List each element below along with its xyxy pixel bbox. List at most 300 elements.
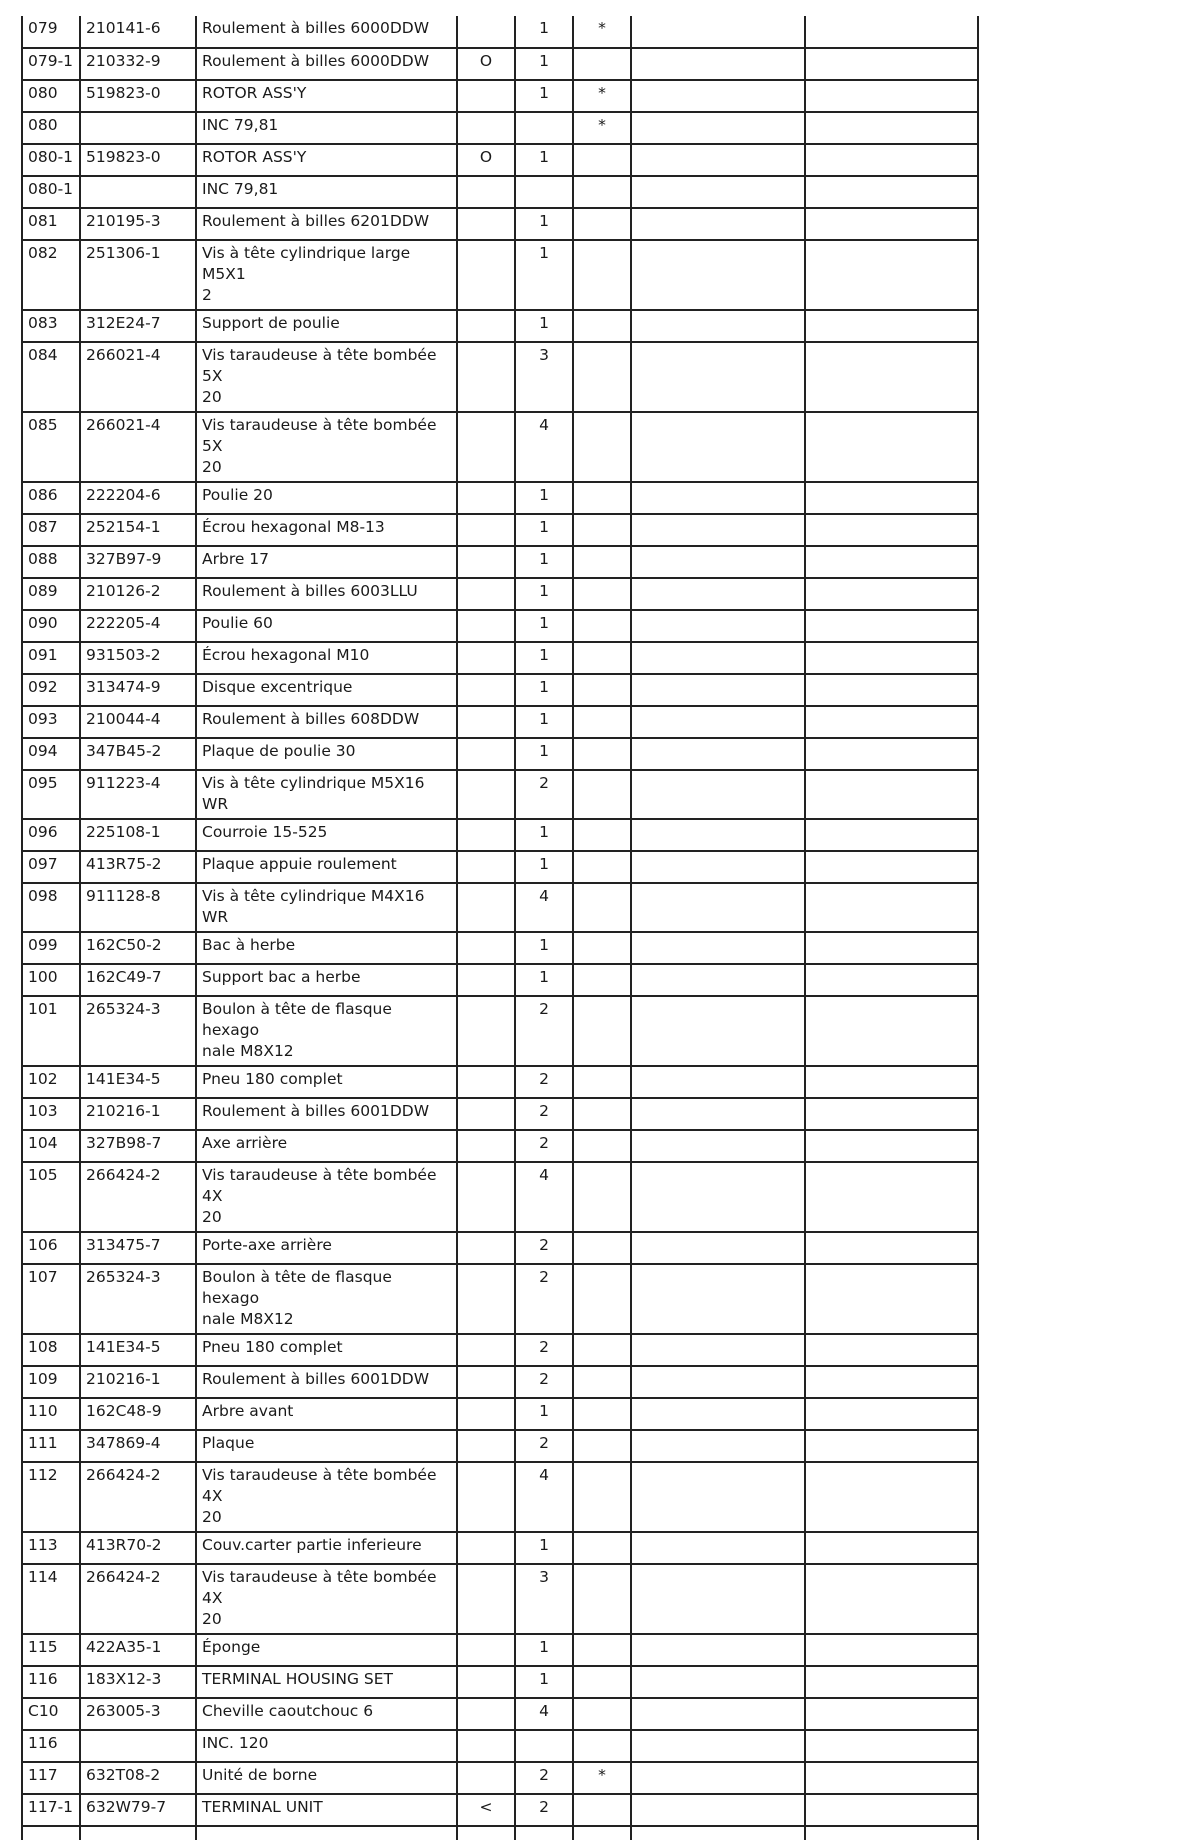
description-cell: ROTOR ASS'Y xyxy=(196,144,457,176)
change-mark-cell xyxy=(457,1098,515,1130)
quantity-cell: 4 xyxy=(515,412,573,482)
blank-cell xyxy=(805,996,978,1066)
part-number-cell: 225108-1 xyxy=(80,819,196,851)
description-cell: Vis à tête cylindrique large M5X1 2 xyxy=(196,240,457,310)
description-cell: Unité de borne xyxy=(196,1762,457,1794)
part-number-cell: 162C49-7 xyxy=(80,964,196,996)
quantity-cell: 1 xyxy=(515,738,573,770)
change-mark-cell xyxy=(457,208,515,240)
blank-cell xyxy=(631,16,805,48)
blank-cell xyxy=(805,310,978,342)
description-cell: Arbre avant xyxy=(196,1398,457,1430)
part-number-cell: 519823-0 xyxy=(80,80,196,112)
part-number-cell: 210195-3 xyxy=(80,208,196,240)
description-cell: Écrou hexagonal M8-13 xyxy=(196,514,457,546)
description-cell: Arbre 17 xyxy=(196,546,457,578)
table-row xyxy=(22,851,978,883)
change-mark-cell xyxy=(457,112,515,144)
blank-cell xyxy=(805,144,978,176)
quantity-cell: 2 xyxy=(515,770,573,819)
table-row xyxy=(22,819,978,851)
item-number-cell: 108 xyxy=(22,1334,80,1366)
blank-cell xyxy=(805,208,978,240)
blank-cell xyxy=(631,208,805,240)
blank-cell xyxy=(805,1334,978,1366)
change-mark-cell xyxy=(457,1762,515,1794)
blank-cell xyxy=(631,1634,805,1666)
table-row xyxy=(22,706,978,738)
item-number-cell: 113 xyxy=(22,1532,80,1564)
table-row xyxy=(22,80,978,112)
blank-cell xyxy=(805,1564,978,1634)
blank-cell xyxy=(631,996,805,1066)
part-number-cell: 162C50-2 xyxy=(80,932,196,964)
part-number-cell: 413R70-2 xyxy=(80,1532,196,1564)
blank-cell xyxy=(631,883,805,932)
blank-cell xyxy=(631,1066,805,1098)
change-mark-cell xyxy=(457,1130,515,1162)
part-number-cell: 313475-7 xyxy=(80,1232,196,1264)
blank-cell xyxy=(805,16,978,48)
quantity-cell: 2 xyxy=(515,1066,573,1098)
part-number-cell: 413R75-2 xyxy=(80,851,196,883)
part-number-cell xyxy=(80,176,196,208)
blank-cell xyxy=(631,578,805,610)
blank-cell xyxy=(631,1794,805,1826)
blank-cell xyxy=(631,412,805,482)
blank-cell xyxy=(515,1826,573,1840)
table-row xyxy=(22,610,978,642)
item-number-cell: 101 xyxy=(22,996,80,1066)
quantity-cell: 1 xyxy=(515,546,573,578)
quantity-cell: 1 xyxy=(515,610,573,642)
quantity-cell: 1 xyxy=(515,144,573,176)
blank-cell xyxy=(805,240,978,310)
blank-cell xyxy=(805,610,978,642)
item-number-cell: 094 xyxy=(22,738,80,770)
blank-cell xyxy=(805,1634,978,1666)
quantity-cell xyxy=(515,1730,573,1762)
note-mark-cell xyxy=(573,706,631,738)
change-mark-cell xyxy=(457,1232,515,1264)
table-row xyxy=(22,1066,978,1098)
quantity-cell: 2 xyxy=(515,1264,573,1334)
change-mark-cell xyxy=(457,1066,515,1098)
item-number-cell: 116 xyxy=(22,1730,80,1762)
note-mark-cell xyxy=(573,1532,631,1564)
table-row xyxy=(22,1098,978,1130)
item-number-cell: 110 xyxy=(22,1398,80,1430)
item-number-cell: 095 xyxy=(22,770,80,819)
change-mark-cell xyxy=(457,16,515,48)
note-mark-cell xyxy=(573,1162,631,1232)
note-mark-cell xyxy=(573,738,631,770)
table-row xyxy=(22,482,978,514)
quantity-cell: 1 xyxy=(515,706,573,738)
quantity-cell: 1 xyxy=(515,642,573,674)
blank-cell xyxy=(457,1826,515,1840)
part-number-cell: 141E34-5 xyxy=(80,1066,196,1098)
part-number-cell: 313474-9 xyxy=(80,674,196,706)
blank-cell xyxy=(805,546,978,578)
description-cell: Vis taraudeuse à tête bombée 4X 20 xyxy=(196,1162,457,1232)
item-number-cell: 100 xyxy=(22,964,80,996)
note-mark-cell xyxy=(573,1398,631,1430)
blank-cell xyxy=(631,1334,805,1366)
description-cell: Poulie 20 xyxy=(196,482,457,514)
table-row xyxy=(22,48,978,80)
table-row xyxy=(22,412,978,482)
change-mark-cell xyxy=(457,932,515,964)
table-row xyxy=(22,642,978,674)
note-mark-cell xyxy=(573,1564,631,1634)
part-number-cell: 632W79-7 xyxy=(80,1794,196,1826)
description-cell: Axe arrière xyxy=(196,1130,457,1162)
note-mark-cell xyxy=(573,1794,631,1826)
blank-cell xyxy=(805,1698,978,1730)
part-number-cell: 931503-2 xyxy=(80,642,196,674)
table-row xyxy=(22,1130,978,1162)
parts-list-table xyxy=(21,16,979,1840)
note-mark-cell xyxy=(573,208,631,240)
blank-cell xyxy=(631,1698,805,1730)
description-cell: Disque excentrique xyxy=(196,674,457,706)
item-number-cell: C10 xyxy=(22,1698,80,1730)
blank-cell xyxy=(631,514,805,546)
note-mark-cell xyxy=(573,342,631,412)
change-mark-cell xyxy=(457,883,515,932)
blank-cell xyxy=(631,964,805,996)
note-mark-cell xyxy=(573,240,631,310)
table-row xyxy=(22,1532,978,1564)
description-cell: Vis taraudeuse à tête bombée 4X 20 xyxy=(196,1564,457,1634)
change-mark-cell xyxy=(457,738,515,770)
blank-cell xyxy=(805,1430,978,1462)
description-cell: Boulon à tête de flasque hexago nale M8X12 xyxy=(196,996,457,1066)
note-mark-cell xyxy=(573,964,631,996)
change-mark-cell xyxy=(457,1532,515,1564)
table-row xyxy=(22,342,978,412)
quantity-cell: 2 xyxy=(515,996,573,1066)
note-mark-cell xyxy=(573,1232,631,1264)
blank-cell xyxy=(631,1762,805,1794)
part-number-cell: 210332-9 xyxy=(80,48,196,80)
blank-cell xyxy=(573,1826,631,1840)
quantity-cell: 4 xyxy=(515,1162,573,1232)
change-mark-cell xyxy=(457,819,515,851)
table-row xyxy=(22,1264,978,1334)
blank-cell xyxy=(805,1762,978,1794)
blank-cell xyxy=(631,310,805,342)
description-cell: Roulement à billes 608DDW xyxy=(196,706,457,738)
description-cell: Bac à herbe xyxy=(196,932,457,964)
quantity-cell: 2 xyxy=(515,1232,573,1264)
note-mark-cell xyxy=(573,770,631,819)
note-mark-cell xyxy=(573,1130,631,1162)
item-number-cell: 102 xyxy=(22,1066,80,1098)
parts-list-body xyxy=(22,16,978,1840)
blank-cell xyxy=(805,1264,978,1334)
item-number-cell: 090 xyxy=(22,610,80,642)
blank-cell xyxy=(805,1130,978,1162)
item-number-cell: 107 xyxy=(22,1264,80,1334)
part-number-cell: 210126-2 xyxy=(80,578,196,610)
item-number-cell: 087 xyxy=(22,514,80,546)
item-number-cell: 079 xyxy=(22,16,80,48)
blank-cell xyxy=(631,610,805,642)
table-row xyxy=(22,176,978,208)
blank-cell xyxy=(631,738,805,770)
table-row xyxy=(22,964,978,996)
blank-cell xyxy=(631,80,805,112)
part-number-cell xyxy=(80,1730,196,1762)
change-mark-cell xyxy=(457,1162,515,1232)
item-number-cell: 111 xyxy=(22,1430,80,1462)
part-number-cell: 266021-4 xyxy=(80,412,196,482)
table-row xyxy=(22,1698,978,1730)
description-cell: Boulon à tête de flasque hexago nale M8X12 xyxy=(196,1264,457,1334)
blank-cell xyxy=(805,851,978,883)
part-number-cell: 347B45-2 xyxy=(80,738,196,770)
blank-cell xyxy=(805,706,978,738)
table-row xyxy=(22,1398,978,1430)
description-cell: Vis à tête cylindrique M4X16 WR xyxy=(196,883,457,932)
blank-cell xyxy=(631,1826,805,1840)
description-cell: TERMINAL UNIT xyxy=(196,1794,457,1826)
blank-cell xyxy=(805,176,978,208)
part-number-cell: 266424-2 xyxy=(80,1564,196,1634)
table-row xyxy=(22,1232,978,1264)
table-row xyxy=(22,546,978,578)
change-mark-cell xyxy=(457,80,515,112)
quantity-cell: 1 xyxy=(515,964,573,996)
part-number-cell: 265324-3 xyxy=(80,996,196,1066)
part-number-cell: 911128-8 xyxy=(80,883,196,932)
quantity-cell: 2 xyxy=(515,1762,573,1794)
note-mark-cell xyxy=(573,1066,631,1098)
note-mark-cell xyxy=(573,1334,631,1366)
blank-cell xyxy=(631,1130,805,1162)
note-mark-cell xyxy=(573,883,631,932)
description-cell: Roulement à billes 6201DDW xyxy=(196,208,457,240)
table-row xyxy=(22,578,978,610)
change-mark-cell xyxy=(457,1366,515,1398)
item-number-cell: 112 xyxy=(22,1462,80,1532)
part-number-cell: 141E34-5 xyxy=(80,1334,196,1366)
part-number-cell: 251306-1 xyxy=(80,240,196,310)
part-number-cell: 266424-2 xyxy=(80,1462,196,1532)
part-number-cell: 222205-4 xyxy=(80,610,196,642)
item-number-cell: 096 xyxy=(22,819,80,851)
quantity-cell xyxy=(515,112,573,144)
description-cell: Pneu 180 complet xyxy=(196,1066,457,1098)
quantity-cell: 1 xyxy=(515,48,573,80)
description-cell: INC 79,81 xyxy=(196,112,457,144)
part-number-cell: 327B98-7 xyxy=(80,1130,196,1162)
blank-cell xyxy=(631,851,805,883)
blank-cell xyxy=(631,1162,805,1232)
quantity-cell: 1 xyxy=(515,1398,573,1430)
item-number-cell: 104 xyxy=(22,1130,80,1162)
table-row xyxy=(22,883,978,932)
table-row xyxy=(22,932,978,964)
note-mark-cell xyxy=(573,1698,631,1730)
note-mark-cell xyxy=(573,1430,631,1462)
item-number-cell: 083 xyxy=(22,310,80,342)
description-cell: Poulie 60 xyxy=(196,610,457,642)
note-mark-cell xyxy=(573,1264,631,1334)
quantity-cell: 1 xyxy=(515,482,573,514)
description-cell: Plaque de poulie 30 xyxy=(196,738,457,770)
blank-cell xyxy=(805,1532,978,1564)
change-mark-cell xyxy=(457,1698,515,1730)
blank-cell xyxy=(805,1162,978,1232)
note-mark-cell xyxy=(573,48,631,80)
note-mark-cell xyxy=(573,412,631,482)
description-cell: Plaque xyxy=(196,1430,457,1462)
blank-cell xyxy=(631,770,805,819)
table-row xyxy=(22,1430,978,1462)
quantity-cell: 1 xyxy=(515,819,573,851)
quantity-cell: 1 xyxy=(515,80,573,112)
description-cell: ROTOR ASS'Y xyxy=(196,80,457,112)
note-mark-cell xyxy=(573,1098,631,1130)
quantity-cell: 1 xyxy=(515,851,573,883)
part-number-cell: 252154-1 xyxy=(80,514,196,546)
change-mark-cell xyxy=(457,310,515,342)
item-number-cell: 116 xyxy=(22,1666,80,1698)
part-number-cell: 519823-0 xyxy=(80,144,196,176)
change-mark-cell xyxy=(457,1730,515,1762)
change-mark-cell xyxy=(457,1564,515,1634)
blank-cell xyxy=(22,1826,80,1840)
blank-cell xyxy=(631,1730,805,1762)
quantity-cell: 3 xyxy=(515,1564,573,1634)
blank-cell xyxy=(631,674,805,706)
part-number-cell: 312E24-7 xyxy=(80,310,196,342)
item-number-cell: 085 xyxy=(22,412,80,482)
blank-cell xyxy=(631,706,805,738)
change-mark-cell xyxy=(457,514,515,546)
quantity-cell: 1 xyxy=(515,674,573,706)
part-number-cell: 210141-6 xyxy=(80,16,196,48)
blank-cell xyxy=(631,1532,805,1564)
blank-cell xyxy=(805,1066,978,1098)
description-cell: Écrou hexagonal M10 xyxy=(196,642,457,674)
description-cell: Support bac a herbe xyxy=(196,964,457,996)
blank-cell xyxy=(631,176,805,208)
table-row xyxy=(22,1762,978,1794)
table-row xyxy=(22,208,978,240)
quantity-cell: 1 xyxy=(515,240,573,310)
description-cell: INC 79,81 xyxy=(196,176,457,208)
quantity-cell: 1 xyxy=(515,578,573,610)
quantity-cell: 4 xyxy=(515,1462,573,1532)
table-row xyxy=(22,1462,978,1532)
description-cell: Roulement à billes 6003LLU xyxy=(196,578,457,610)
blank-cell xyxy=(805,1730,978,1762)
change-mark-cell xyxy=(457,578,515,610)
description-cell: Roulement à billes 6001DDW xyxy=(196,1098,457,1130)
note-mark-cell xyxy=(573,1634,631,1666)
description-cell: TERMINAL HOUSING SET xyxy=(196,1666,457,1698)
part-number-cell: 347869-4 xyxy=(80,1430,196,1462)
change-mark-cell xyxy=(457,1430,515,1462)
part-number-cell: 263005-3 xyxy=(80,1698,196,1730)
item-number-cell: 097 xyxy=(22,851,80,883)
item-number-cell: 105 xyxy=(22,1162,80,1232)
table-row xyxy=(22,240,978,310)
table-row xyxy=(22,1666,978,1698)
note-mark-cell: * xyxy=(573,1762,631,1794)
note-mark-cell xyxy=(573,176,631,208)
table-row xyxy=(22,112,978,144)
note-mark-cell: * xyxy=(573,16,631,48)
change-mark-cell xyxy=(457,482,515,514)
part-number-cell: 911223-4 xyxy=(80,770,196,819)
blank-cell xyxy=(805,1098,978,1130)
part-number-cell: 222204-6 xyxy=(80,482,196,514)
change-mark-cell xyxy=(457,240,515,310)
blank-cell xyxy=(631,144,805,176)
blank-cell xyxy=(631,240,805,310)
blank-cell xyxy=(805,642,978,674)
table-row xyxy=(22,1634,978,1666)
item-number-cell: 115 xyxy=(22,1634,80,1666)
description-cell: Couv.carter partie inferieure xyxy=(196,1532,457,1564)
blank-cell xyxy=(805,514,978,546)
change-mark-cell xyxy=(457,610,515,642)
blank-cell xyxy=(631,1264,805,1334)
change-mark-cell xyxy=(457,1398,515,1430)
quantity-cell: 2 xyxy=(515,1098,573,1130)
quantity-cell: 1 xyxy=(515,1666,573,1698)
change-mark-cell xyxy=(457,412,515,482)
item-number-cell: 091 xyxy=(22,642,80,674)
blank-cell xyxy=(805,112,978,144)
item-number-cell: 080 xyxy=(22,80,80,112)
note-mark-cell xyxy=(573,310,631,342)
part-number-cell: 266424-2 xyxy=(80,1162,196,1232)
quantity-cell: 2 xyxy=(515,1334,573,1366)
item-number-cell: 093 xyxy=(22,706,80,738)
item-number-cell: 081 xyxy=(22,208,80,240)
change-mark-cell xyxy=(457,546,515,578)
table-row xyxy=(22,770,978,819)
quantity-cell: 4 xyxy=(515,1698,573,1730)
change-mark-cell xyxy=(457,1264,515,1334)
description-cell: Roulement à billes 6000DDW xyxy=(196,16,457,48)
blank-cell xyxy=(805,964,978,996)
quantity-cell: 2 xyxy=(515,1430,573,1462)
description-cell: Support de poulie xyxy=(196,310,457,342)
part-number-cell: 183X12-3 xyxy=(80,1666,196,1698)
table-row xyxy=(22,674,978,706)
blank-cell xyxy=(805,674,978,706)
quantity-cell: 4 xyxy=(515,883,573,932)
note-mark-cell xyxy=(573,610,631,642)
note-mark-cell xyxy=(573,144,631,176)
description-cell: Vis à tête cylindrique M5X16 WR xyxy=(196,770,457,819)
blank-cell xyxy=(631,1462,805,1532)
blank-cell xyxy=(631,48,805,80)
item-number-cell: 103 xyxy=(22,1098,80,1130)
description-cell: Vis taraudeuse à tête bombée 4X 20 xyxy=(196,1462,457,1532)
description-cell: Cheville caoutchouc 6 xyxy=(196,1698,457,1730)
blank-cell xyxy=(805,1826,978,1840)
part-number-cell: 210044-4 xyxy=(80,706,196,738)
table-row xyxy=(22,144,978,176)
